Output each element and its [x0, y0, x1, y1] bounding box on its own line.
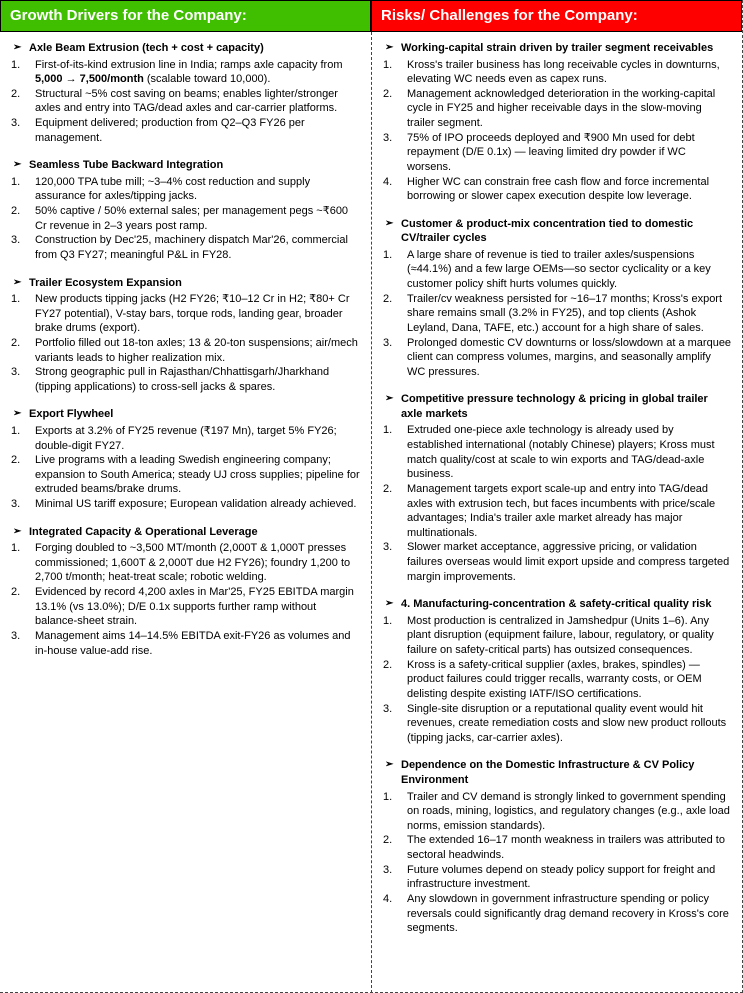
- list-item: [379, 131, 734, 175]
- item-text: Exports at 3.2% of FY25 revenue (₹197 Mn), target 5% FY26; double-digit FY27.: [35, 424, 337, 452]
- item-number: 3.: [11, 234, 21, 247]
- arrow-bullet-icon: ➢: [385, 759, 394, 771]
- item-text-segment: (scalable toward 10,000).: [143, 73, 271, 86]
- item-number: 4.: [383, 892, 393, 905]
- item-number: 3.: [383, 541, 393, 554]
- risks-challenges-column: [371, 32, 742, 993]
- item-number: 1.: [11, 293, 21, 306]
- list-item: [379, 863, 734, 892]
- list-item: [7, 365, 363, 394]
- item-text: Slower market acceptance, aggressive pricing, or validation failures overseas would limit export upside and compress targeted margin improvements.: [407, 541, 730, 583]
- item-text: The extended 16–17 month weakness in trailers was attributed to sectoral headwinds.: [407, 834, 725, 861]
- arrow-bullet-icon: ➢: [13, 42, 22, 53]
- item-number: 4.: [383, 175, 393, 188]
- item-text: Live programs with a leading Swedish engineering company; expansion to South America; steady UJ cross supplies; pipeline for extruded beams/brake drums.: [35, 454, 360, 496]
- item-number: 3.: [383, 131, 393, 144]
- growth-drivers-header: Growth Drivers for the Company:: [0, 0, 371, 32]
- list-item: [379, 423, 734, 482]
- risks-sections-container: [379, 41, 734, 936]
- list-item: [7, 292, 363, 336]
- section-title-row: [379, 597, 734, 612]
- list-item: [379, 790, 734, 834]
- list-item: [7, 497, 363, 512]
- arrow-bullet-icon: ➢: [385, 598, 394, 610]
- arrow-bullet-icon: ➢: [385, 42, 394, 53]
- item-text-bold-segment: 5,000 → 7,500/month: [35, 73, 144, 86]
- list-item: [379, 482, 734, 541]
- item-number: 2.: [11, 336, 21, 349]
- item-number: 1.: [11, 542, 21, 555]
- item-text: 120,000 TPA tube mill; ~3–4% cost reduction and supply assurance for axles/tipping jacks.: [35, 175, 311, 203]
- item-text: Evidenced by record 4,200 axles in Mar'25, FY25 EBITDA margin 13.1% (vs 13.0%); D/E 0.1x supports further ramp without balance-sheet strain.: [35, 586, 354, 628]
- section-title: Dependence on the Domestic Infrastructure & CV Policy Environment: [401, 759, 695, 786]
- section-title: Competitive pressure technology & pricing in global trailer axle markets: [401, 393, 708, 420]
- list-item: [7, 204, 363, 233]
- list-item: [379, 336, 734, 380]
- item-number: 1.: [383, 424, 393, 437]
- list-item: [379, 175, 734, 204]
- section-title-row: [7, 158, 363, 173]
- arrow-bullet-icon: ➢: [385, 217, 394, 229]
- list-item: [7, 233, 363, 262]
- item-number: 1.: [383, 248, 393, 261]
- section: [379, 392, 734, 584]
- item-text: Single-site disruption or a reputational quality event would hit revenues, create remediation costs and slow new product rollouts (tipping jacks, car-carrier axles).: [407, 702, 727, 744]
- section-title-row: [379, 41, 734, 56]
- item-number: 2.: [11, 586, 21, 599]
- section-title: Working-capital strain driven by trailer segment receivables: [401, 42, 714, 54]
- item-number: 3.: [11, 117, 21, 130]
- item-number: 3.: [11, 498, 21, 511]
- item-text: 50% captive / 50% external sales; per management pegs ~₹600 Cr revenue in 2–3 years post ramp.: [35, 205, 349, 232]
- section-title: Axle Beam Extrusion (tech + cost + capacity): [29, 42, 264, 54]
- item-text: Management targets export scale-up and entry into TAG/dead axles with extrusion tech, but faces incumbents with price/scale advantages; India's trailer axle market already has major multinationals.: [407, 482, 716, 539]
- section: [379, 217, 734, 380]
- list-item: [379, 833, 734, 862]
- list-item: [379, 87, 734, 131]
- item-number: 2.: [11, 454, 21, 467]
- item-text: Strong geographic pull in Rajasthan/Chhattisgarh/Jharkhand (tipping applications) to cross-sell jacks & spares.: [35, 366, 330, 393]
- item-text: Management acknowledged deterioration in the working-capital cycle in FY25 and higher receivable days in the slow-moving trailer segment.: [407, 87, 716, 130]
- section: [7, 276, 363, 395]
- list-item: [7, 541, 363, 585]
- item-number: 1.: [383, 614, 393, 627]
- section-title-row: [7, 276, 363, 291]
- section-title-row: [7, 525, 363, 540]
- list-item: [7, 87, 363, 116]
- item-text: Prolonged domestic CV downturns or loss/slowdown at a marquee client can compress volumes, margins, and seasonally amplify WC pressures.: [407, 336, 732, 378]
- content-columns: [0, 32, 742, 993]
- section-title-row: [7, 41, 363, 56]
- item-number: 2.: [383, 87, 393, 100]
- item-text: Management aims 14–14.5% EBITDA exit-FY26 as volumes and in-house value-add rise.: [35, 629, 351, 657]
- list-item: [379, 540, 734, 584]
- list-item: [379, 58, 734, 87]
- item-number: 2.: [11, 205, 21, 218]
- risks-challenges-header: Risks/ Challenges for the Company:: [371, 0, 742, 32]
- item-text: Trailer and CV demand is strongly linked to government spending on roads, mining, logistics, and regulatory changes (e.g., axle load norms, emission standards).: [407, 790, 730, 832]
- arrow-bullet-icon: ➢: [13, 408, 22, 420]
- list-item: [7, 175, 363, 204]
- item-text: 75% of IPO proceeds deployed and ₹900 Mn used for debt repayment (D/E 0.1x) — leaving limited dry powder if WC worsens.: [407, 131, 695, 173]
- section-title: Seamless Tube Backward Integration: [29, 159, 224, 172]
- item-text: Extruded one-piece axle technology is already used by established international (notably Chinese) players; Kross must match quality/cost at scale to win exports and TAG/dead-axle business.: [407, 424, 715, 481]
- item-text: Higher WC can constrain free cash flow and force incremental borrowing or slower capex execution despite low leverage.: [407, 175, 710, 203]
- item-text: Future volumes depend on steady policy support for freight and infrastructure investment.: [407, 863, 716, 891]
- item-number: 1.: [383, 790, 393, 803]
- arrow-bullet-icon: ➢: [385, 393, 394, 405]
- section: [7, 41, 363, 145]
- section-title: Export Flywheel: [29, 408, 114, 421]
- item-text: Forging doubled to ~3,500 MT/month (2,000T & 1,000T presses commissioned; 1,600T & 2,000T due H2 FY26); foundry 1,200 to 2,700 t/month; heat-treat scale; robotic welding.: [35, 542, 351, 584]
- item-number: 2.: [383, 482, 393, 495]
- section-title: Integrated Capacity & Operational Leverage: [29, 525, 258, 538]
- item-text: Equipment delivered; production from Q2–Q3 FY26 per management.: [35, 117, 305, 144]
- list-item: [379, 248, 734, 292]
- item-number: 3.: [11, 629, 21, 642]
- item-text: [35, 58, 363, 87]
- item-text: Minimal US tariff exposure; European validation already achieved.: [35, 498, 357, 511]
- item-number: 1.: [11, 175, 21, 188]
- item-text: Any slowdown in government infrastructure spending or policy reversals could significantly drag demand recovery in Kross's core segments.: [407, 892, 729, 935]
- item-text: Structural ~5% cost saving on beams; enables lighter/stronger axles and entry into TAG/dead axles and car-carrier platforms.: [35, 87, 338, 115]
- section-title-row: [7, 407, 363, 422]
- arrow-bullet-icon: ➢: [13, 525, 22, 537]
- section: [7, 158, 363, 262]
- section-title-row: [379, 758, 734, 787]
- item-text-segment: First-of-its-kind extrusion line in India; ramps axle capacity from: [35, 58, 343, 71]
- list-item: [7, 629, 363, 658]
- list-item: [379, 292, 734, 336]
- item-number: 1.: [11, 58, 21, 71]
- item-text: Portfolio filled out 18-ton axles; 13 & 20-ton suspensions; air/mech variants leads to higher realization mix.: [35, 336, 358, 364]
- section: [7, 407, 363, 511]
- item-number: 1.: [11, 424, 21, 437]
- item-number: 3.: [383, 336, 393, 349]
- item-number: 3.: [383, 702, 393, 715]
- item-number: 3.: [383, 863, 393, 876]
- item-text: New products tipping jacks (H2 FY26; ₹10–12 Cr in H2; ₹80+ Cr FY27 potential), V-stay bars, torque rods, landing gear, broader brake drums (export).: [35, 293, 350, 335]
- section-title-row: [379, 392, 734, 421]
- item-text: Kross's trailer business has long receivable cycles in downturns, elevating WC needs even as capex runs.: [407, 58, 720, 86]
- item-text: A large share of revenue is tied to trailer axles/suspensions (≈44.1%) and a few large OEMs—so sector cyclicality or a key customer policy shift hurts volumes quickly.: [407, 248, 711, 291]
- item-number: 2.: [383, 292, 393, 305]
- list-item: [379, 658, 734, 702]
- list-item: [379, 614, 734, 658]
- item-number: 3.: [11, 366, 21, 379]
- section: [7, 525, 363, 659]
- list-item: [7, 58, 363, 87]
- item-text: Most production is centralized in Jamshedpur (Units 1–6). Any plant disruption (equipment failure, labour, regulatory, or quality failure on safety-critical parts) has outsized consequences.: [407, 614, 714, 657]
- item-number: 1.: [383, 58, 393, 71]
- arrow-bullet-icon: ➢: [13, 159, 22, 171]
- item-text: Construction by Dec'25, machinery dispatch Mar'26, commercial from Q3 FY27; meaningful P&L in FY28.: [35, 234, 348, 261]
- growth-drivers-column: [0, 32, 371, 993]
- growth-sections-container: [7, 41, 363, 658]
- arrow-bullet-icon: ➢: [13, 276, 22, 288]
- list-item: [379, 702, 734, 746]
- item-number: 2.: [383, 658, 393, 671]
- list-item: [7, 453, 363, 497]
- item-text: Kross is a safety-critical supplier (axles, brakes, spindles) — product failures could trigger recalls, warranty costs, or OEM delisting despite existing IATF/ISO certifications.: [407, 658, 702, 700]
- list-item: [7, 116, 363, 145]
- item-number: 2.: [11, 87, 21, 100]
- item-number: 2.: [383, 834, 393, 847]
- section: [379, 597, 734, 745]
- list-item: [7, 424, 363, 453]
- list-item: [7, 336, 363, 365]
- section-title-row: [379, 217, 734, 246]
- item-text: Trailer/cv weakness persisted for ~16–17 months; Kross's export share remains small (3.2% in FY25), and top clients (Ashok Leyland, Dana, TAFE, etc.) account for a high share of sales.: [407, 292, 723, 334]
- section-title: Trailer Ecosystem Expansion: [29, 276, 182, 289]
- section-title: 4. Manufacturing-concentration & safety-critical quality risk: [401, 598, 712, 611]
- list-item: [379, 892, 734, 936]
- list-item: [7, 585, 363, 629]
- section-title: Customer & product-mix concentration tied to domestic CV/trailer cycles: [401, 217, 694, 245]
- header-row: [0, 0, 742, 32]
- section: [379, 758, 734, 935]
- section: [379, 41, 734, 204]
